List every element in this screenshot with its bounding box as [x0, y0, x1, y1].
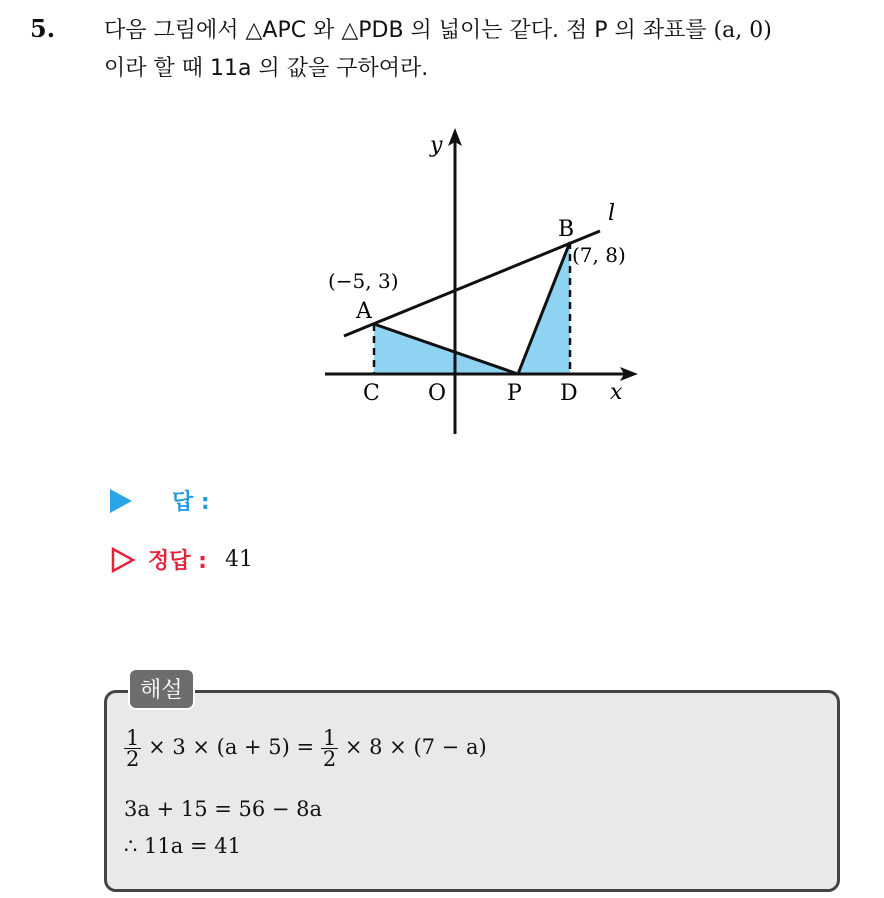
- solution-line-3: ∴ 11a = 41: [124, 834, 241, 858]
- outline-triangle-icon: [110, 547, 136, 573]
- point-d-label: D: [560, 381, 578, 406]
- play-icon: [110, 489, 132, 513]
- question-text-line1: 다음 그림에서 △APC 와 △PDB 의 넓이는 같다. 점 P 의 좌표를: [104, 18, 707, 43]
- fraction-half: $\frac{1}{2}$: [322, 726, 337, 771]
- correct-answer-row: [110, 544, 253, 575]
- point-b-label: B: [558, 217, 575, 242]
- point-a-label: A: [356, 299, 372, 324]
- point-b-coordinate: (7, 8): [572, 243, 626, 267]
- correct-answer-value: 41: [224, 547, 253, 572]
- point-p-coordinate: (a, 0): [713, 18, 772, 43]
- line-l-label: l: [608, 201, 616, 226]
- point-a-coordinate: (−5, 3): [328, 269, 399, 293]
- x-axis-label: x: [610, 380, 623, 405]
- answer-row: [110, 485, 210, 516]
- solution-line-1-left: × 3 × (a + 5) =: [148, 735, 315, 759]
- point-o-label: O: [428, 381, 447, 406]
- question-text: [104, 12, 874, 88]
- solution-box: [104, 690, 840, 892]
- solution-line-1: [124, 728, 487, 769]
- question-number: 5.: [30, 14, 56, 43]
- point-c-label: C: [363, 381, 380, 406]
- solution-tag: 해설: [128, 668, 195, 710]
- question-text-line2: 이라 할 때 11a 의 값을 구하여라.: [104, 56, 429, 81]
- solution-line-2: 3a + 15 = 56 − 8a: [124, 797, 323, 821]
- y-axis-label: y: [430, 133, 443, 158]
- fraction-half: $\frac{1}{2}$: [126, 726, 140, 771]
- point-p-label: P: [507, 381, 522, 406]
- answer-label: 답 :: [172, 490, 210, 515]
- correct-answer-label: 정답 :: [148, 549, 207, 574]
- coordinate-figure: [320, 120, 650, 440]
- solution-line-1-right: × 8 × (7 − a): [344, 735, 487, 759]
